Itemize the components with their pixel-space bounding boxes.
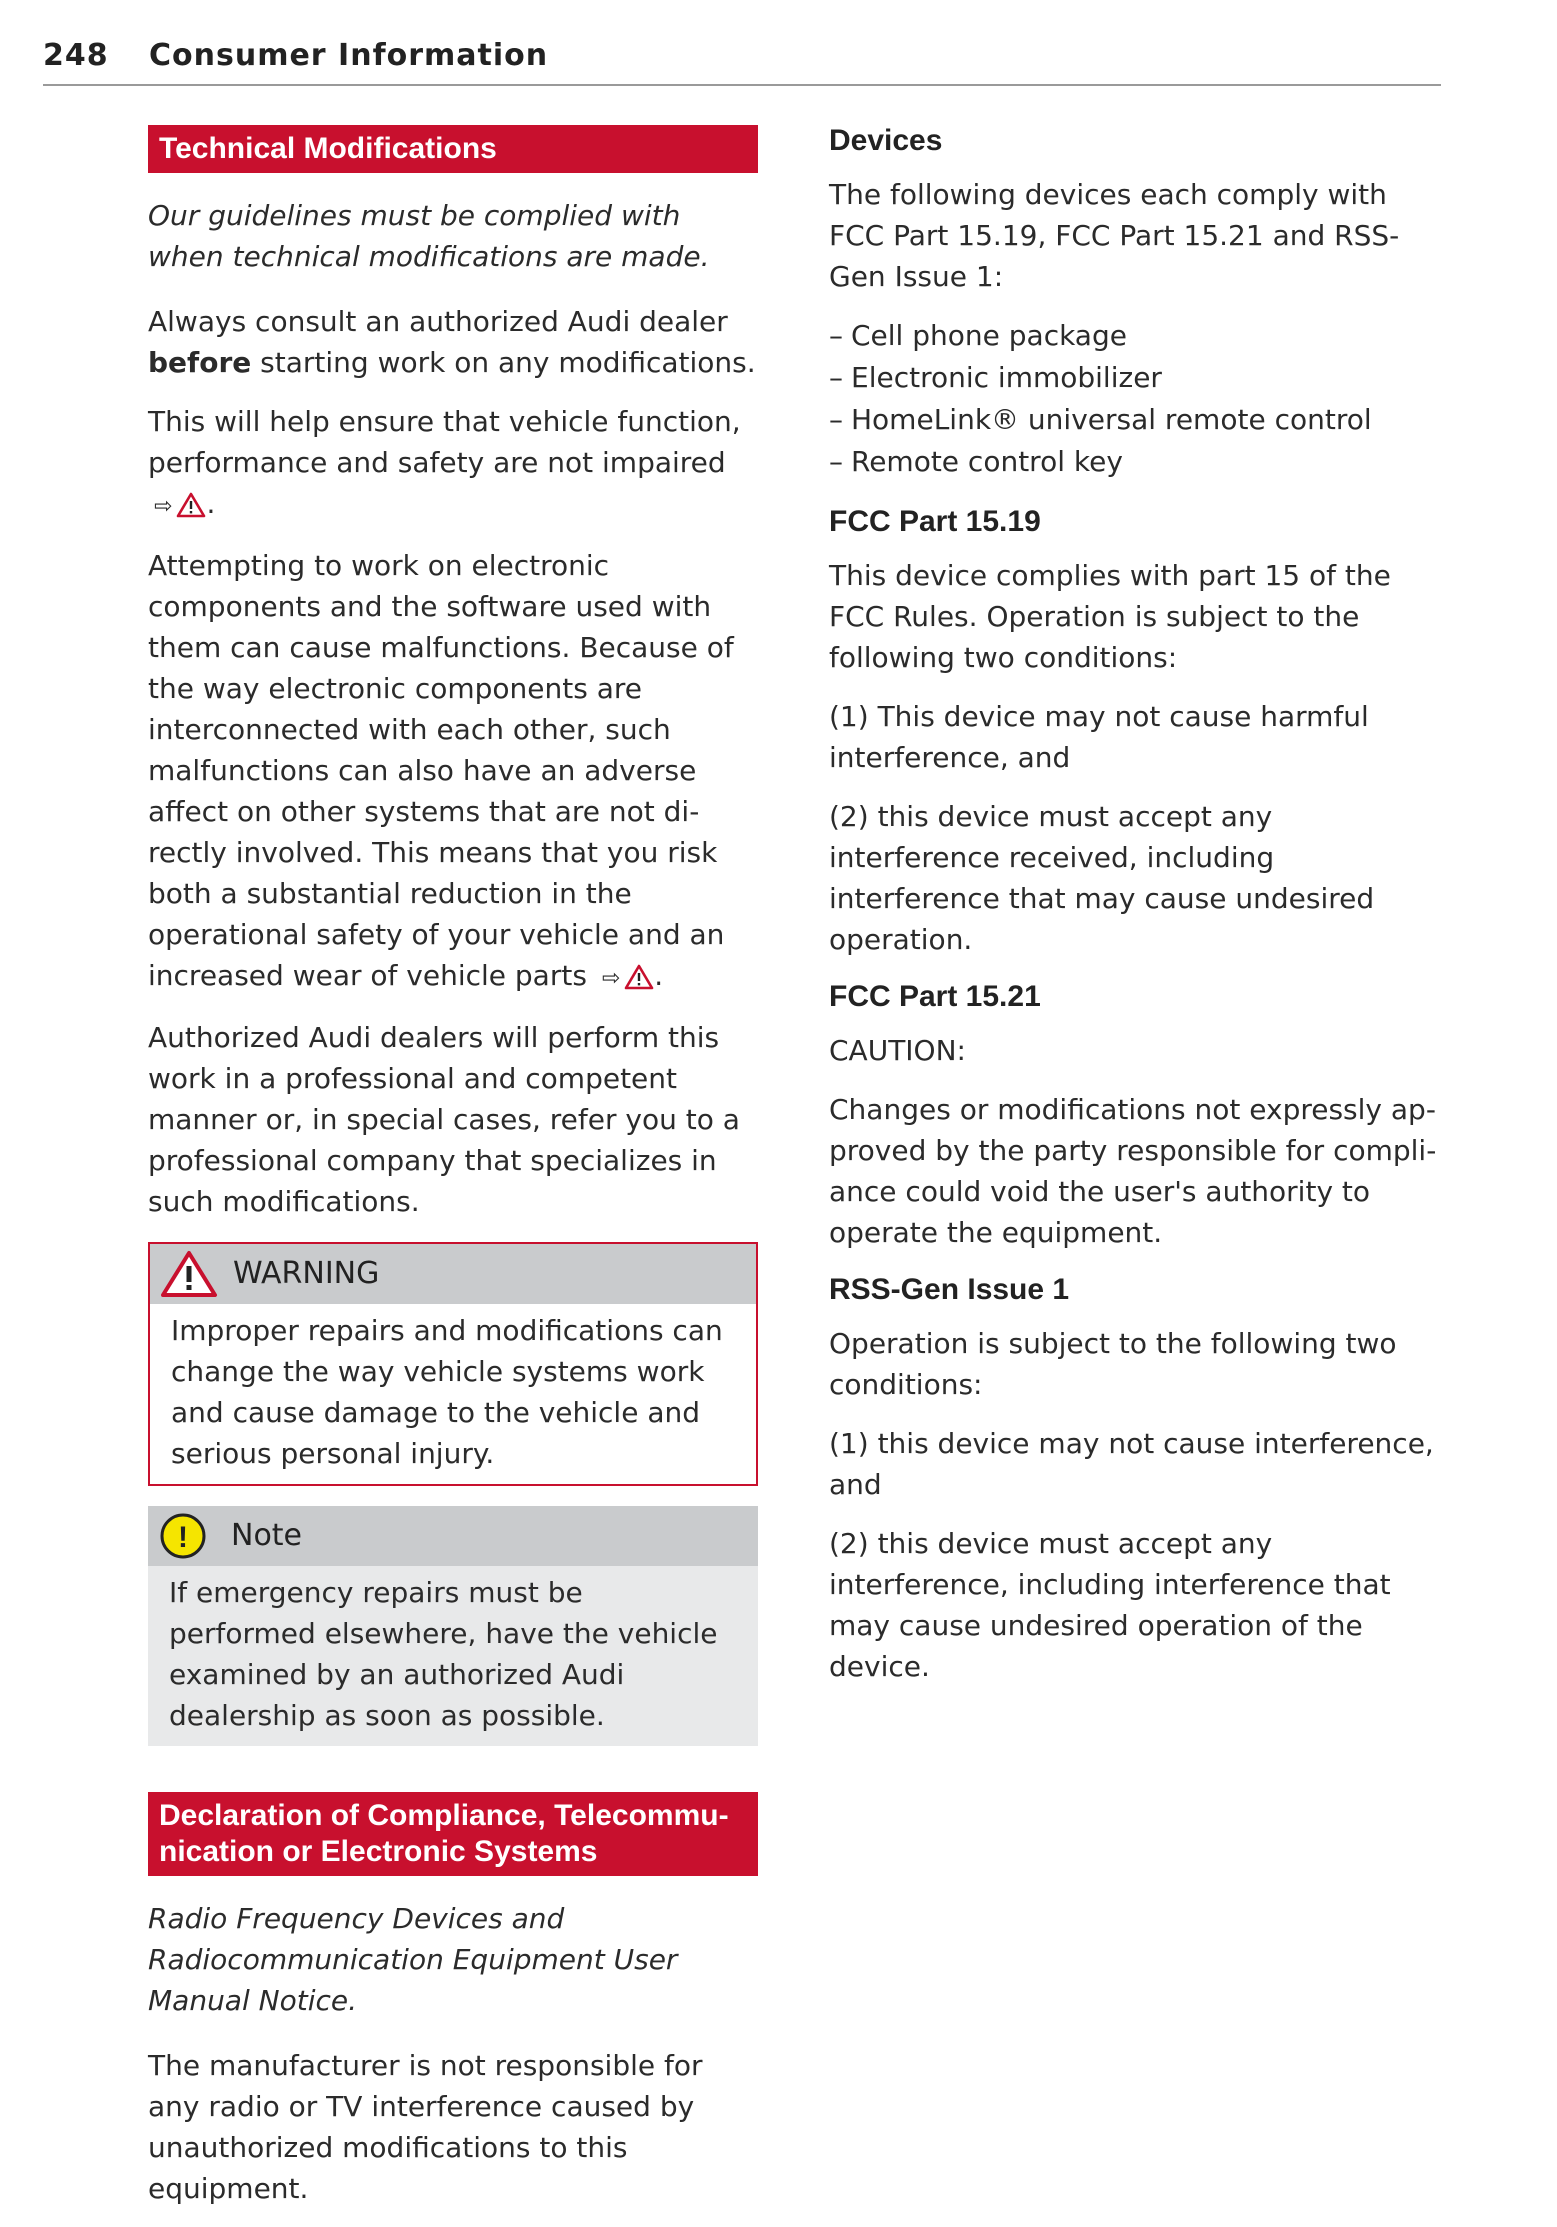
warning-triangle-icon (160, 1250, 218, 1298)
note-icon-glyph: ! (178, 1521, 188, 1554)
warning-box (148, 1242, 758, 1486)
fcc-15-21-heading: FCC Part 15.21 (829, 980, 1041, 1013)
warning-triangle-icon (176, 492, 206, 518)
warning-text: Improper repairs and modifications can change the way vehicle systems work and cause damage to the vehicle and serious personal injury. (171, 1314, 723, 1470)
devices-intro: The following devices each comply with FCC Part 15.19, FCC Part 15.21 and RSS-Gen Issue 1: (829, 178, 1400, 293)
rss-gen-p3: (2) this device must accept any interference, including interference that may cause undesired operation of the device. (829, 1527, 1391, 1683)
reference-period: . (654, 959, 664, 992)
page-number: 248 (43, 38, 109, 73)
fcc-15-19-p1: This device complies with part 15 of the FCC Rules. Operation is subject to the following two conditions: (829, 559, 1391, 674)
electronic-components-text: Attempting to work on electronic components and the software used with them can cause malfunctions. Because of the way electronic components are interconnected with each other, such malfunctions can also have an adverse affect on other systems that are not directly involved. This means that you risk both a substantial reduction in the operational safety of your vehicle and an increased wear of vehicle parts (148, 549, 734, 992)
note-box-header (148, 1506, 758, 1566)
fcc-15-21-p1: Changes or modifications not expressly approved by the party responsible for compliance could void the user's authority to operate the equipment. (829, 1093, 1437, 1249)
warning-triangle-icon (624, 964, 654, 990)
warning-box-body (150, 1304, 756, 1484)
note-text: If emergency repairs must be performed elsewhere, have the vehicle examined by an authorized Audi dealership as soon as possible. (169, 1576, 718, 1732)
rss-gen-p1: Operation is subject to the following two conditions: (829, 1327, 1397, 1401)
list-item: – Remote control key (829, 441, 1441, 483)
arrow-right-icon: ⇨ (601, 966, 621, 991)
list-item: – Cell phone package (829, 315, 1441, 357)
rss-gen-heading: RSS-Gen Issue 1 (829, 1273, 1070, 1306)
function-safety-text: This will help ensure that vehicle function, performance and safety are not impaired (148, 405, 741, 479)
list-item: – HomeLink® universal remote control (829, 399, 1441, 441)
warning-label: WARNING (233, 1256, 380, 1291)
list-item: – Electronic immobilizer (829, 357, 1441, 399)
devices-list (829, 315, 1441, 483)
consult-text-a: Always consult an authorized Audi dealer (148, 305, 728, 338)
page-header (43, 38, 1441, 86)
right-column (829, 122, 1441, 1705)
warning-reference[interactable] (596, 959, 663, 992)
fcc-15-19-p3: (2) this device must accept any interference received, including interference that may cause undesired operation. (829, 800, 1375, 956)
paragraph-function-safety (148, 401, 758, 527)
note-box (148, 1506, 758, 1746)
fcc-15-19-p2: (1) This device may not cause harmful interference, and (829, 700, 1369, 774)
paragraph-electronic-components (148, 545, 758, 999)
consult-text-b: starting work on any modifications. (251, 346, 756, 379)
declaration-heading: Declaration of Compliance, Telecommunication or Electronic Systems (148, 1792, 758, 1876)
consult-text-bold: before (148, 346, 252, 379)
left-column (148, 125, 758, 2227)
paragraph-manufacturer: The manufacturer is not responsible for any radio or TV interference caused by unauthorized modifications to this equipment. (148, 2049, 703, 2205)
note-exclamation-icon (158, 1512, 208, 1562)
fcc-15-19-heading: FCC Part 15.19 (829, 505, 1041, 538)
reference-period: . (206, 487, 216, 520)
declaration-lead: Radio Frequency Devices and Radiocommunication Equipment User Manual Notice. (148, 1902, 678, 2017)
devices-heading: Devices (829, 124, 943, 157)
note-label: Note (231, 1518, 303, 1553)
warning-reference[interactable] (148, 487, 215, 520)
paragraph-authorized-dealers: Authorized Audi dealers will perform this work in a professional and competent manner or, in special cases, refer you to a professional company that specializes in such modifications. (148, 1021, 740, 1218)
paragraph-consult-dealer (148, 301, 758, 383)
section-title: Consumer Information (149, 38, 549, 73)
arrow-right-icon: ⇨ (154, 494, 173, 519)
rss-gen-p2: (1) this device may not cause interference, and (829, 1427, 1434, 1501)
note-box-body (148, 1566, 758, 1746)
fcc-15-21-caution: CAUTION: (829, 1034, 966, 1067)
technical-modifications-lead: Our guidelines must be complied with when technical modifications are made. (148, 199, 710, 273)
warning-box-header (150, 1244, 756, 1304)
technical-modifications-heading: Technical Modifications (148, 125, 758, 173)
